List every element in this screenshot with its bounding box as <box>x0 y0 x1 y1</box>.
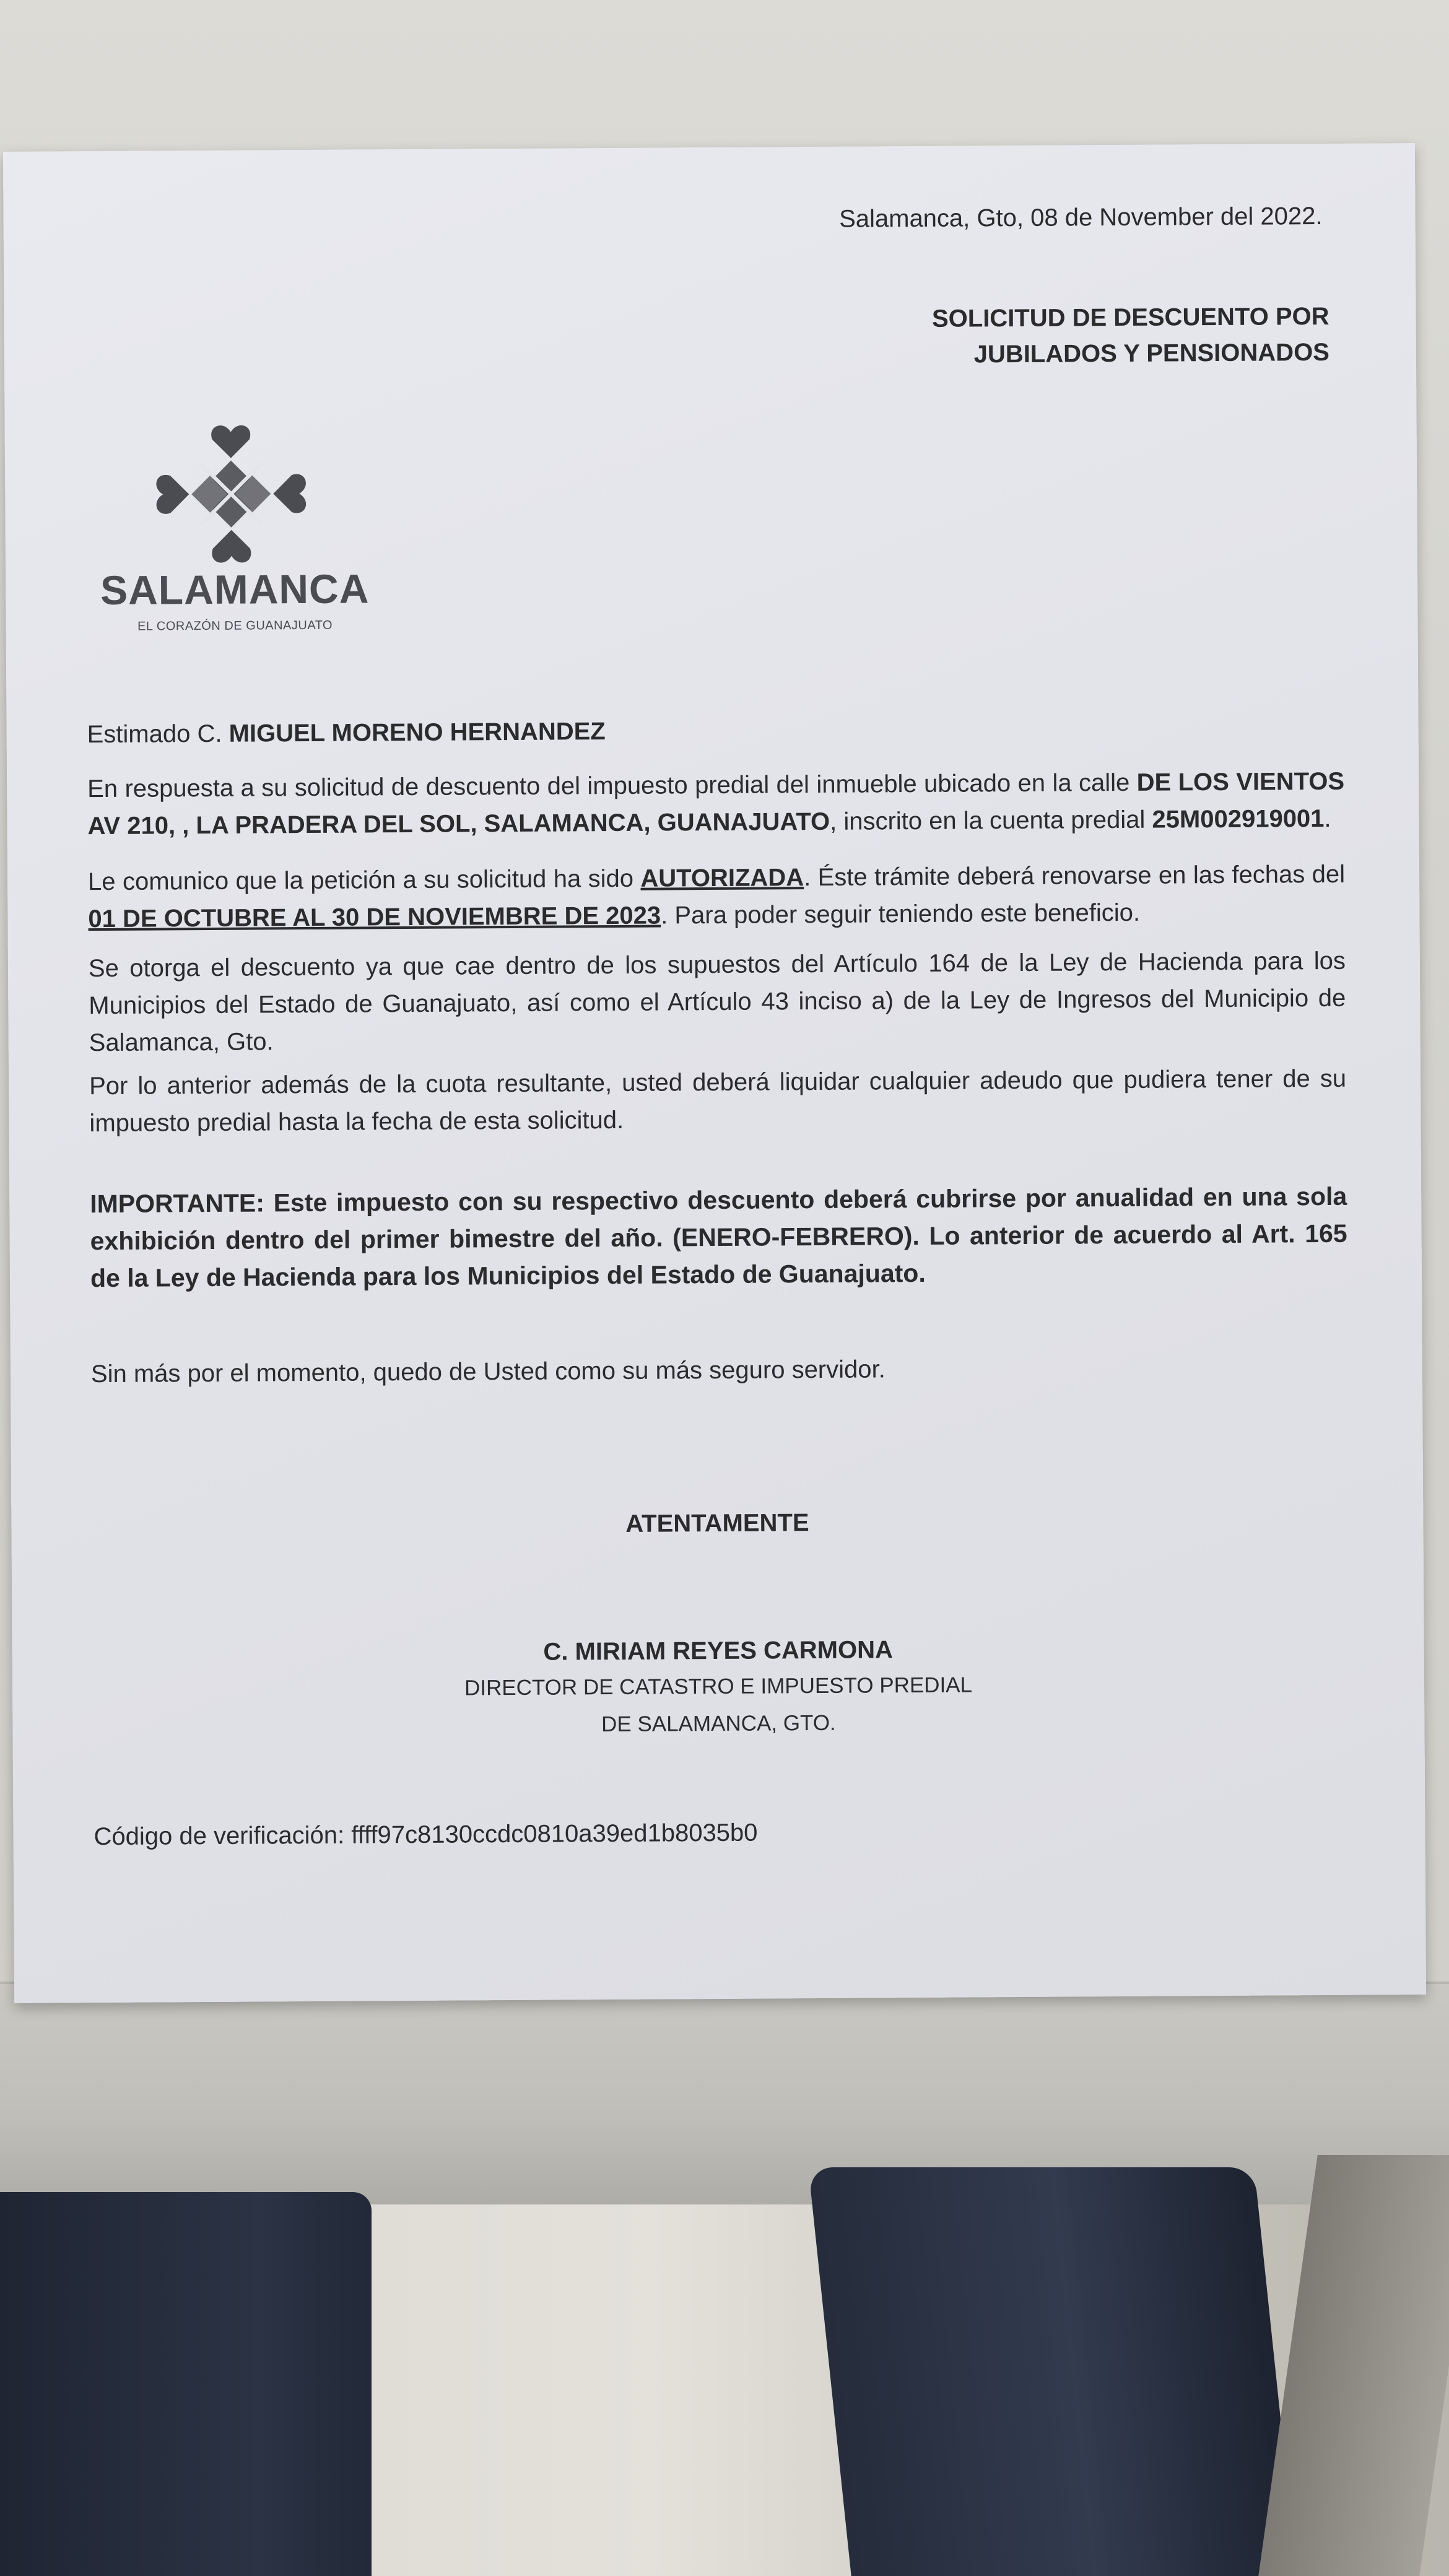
para1-text-3: . <box>1324 804 1331 832</box>
date-line: Salamanca, Gto, 08 de November del 2022. <box>838 202 1323 233</box>
paragraph-outstanding-debt: Por lo anterior además de la cuota resultante, usted deberá liquidar cualquier adeudo que pudiera tener de su impuesto predial hasta la fecha de esta solicitud. <box>89 1064 1347 1138</box>
letter-paper <box>3 143 1426 2003</box>
authorization-status: AUTORIZADA <box>640 864 804 892</box>
document-title <box>932 298 1329 373</box>
logo-name: SALAMANCA <box>100 565 370 614</box>
paragraph-legal-basis: Se otorga el descuento ya que cae dentro de los supuestos del Artículo 164 de la Ley de Hacienda para los Municipios del Estado de Guanajuato, así como el Artículo 43 inciso a) de la Ley de Ingresos del Municipio de Salamanca, Gto. <box>88 947 1346 1057</box>
logo-tagline: EL CORAZÓN DE GUANAJUATO <box>137 618 333 633</box>
greeting-prefix: Estimado C. <box>87 720 222 749</box>
paragraph-authorization <box>88 856 1346 938</box>
para2-text-2: . Éste trámite deberá renovarse en las fechas del <box>804 860 1346 892</box>
salamanca-logo-icon <box>150 419 312 569</box>
recipient-name: MIGUEL MORENO HERNANDEZ <box>228 718 606 747</box>
signer-role-line-2: DE SALAMANCA, GTO. <box>601 1710 836 1737</box>
signer-name: C. MIRIAM REYES CARMONA <box>543 1636 894 1666</box>
salamanca-logo <box>85 419 384 643</box>
right-leg-jeans <box>808 2167 1297 2576</box>
title-line-1: SOLICITUD DE DESCUENTO POR <box>931 302 1329 333</box>
para2-text-3: . Para poder seguir teniendo este beneficio. <box>661 899 1141 929</box>
left-leg-jeans <box>0 2192 372 2576</box>
renewal-dates: 01 DE OCTUBRE AL 30 DE NOVIEMBRE DE 2023 <box>88 902 661 933</box>
closing-line: Sin más por el momento, quedo de Usted como su más seguro servidor. <box>90 1355 886 1388</box>
signer-role-line-1: DIRECTOR DE CATASTRO E IMPUESTO PREDIAL <box>464 1673 973 1700</box>
greeting <box>87 708 1344 753</box>
signer-block <box>12 1629 1425 1747</box>
para2-text-1: Le comunico que la petición a su solicitud ha sido <box>87 864 641 896</box>
para1-text-2: , inscrito en la cuenta predial <box>830 806 1152 835</box>
verification-code: Código de verificación: ffff97c8130ccdc0810a39ed1b8035b0 <box>94 1819 758 1851</box>
important-notice: IMPORTANTE: Este impuesto con su respectivo descuento deberá cubrirse por anualidad en una sola exhibición dentro del primer bimestre del año. (ENERO-FEBRERO). Lo anterior de acuerdo al Art. 165 de la Ley de Hacienda para los Municipios del Estado de Guanajuato. <box>90 1181 1347 1293</box>
title-line-2: JUBILADOS Y PENSIONADOS <box>973 338 1330 368</box>
sign-off: ATENTAMENTE <box>625 1509 809 1538</box>
paragraph-request <box>87 763 1345 845</box>
property-address: DE LOS VIENTOS AV 210, , LA PRADERA DEL SOL, SALAMANCA, GUANAJUATO <box>87 767 1345 840</box>
para1-text-1: En respuesta a su solicitud de descuento del impuesto predial del inmueble ubicado en la calle <box>87 768 1137 803</box>
account-number: 25M002919001 <box>1152 804 1325 833</box>
